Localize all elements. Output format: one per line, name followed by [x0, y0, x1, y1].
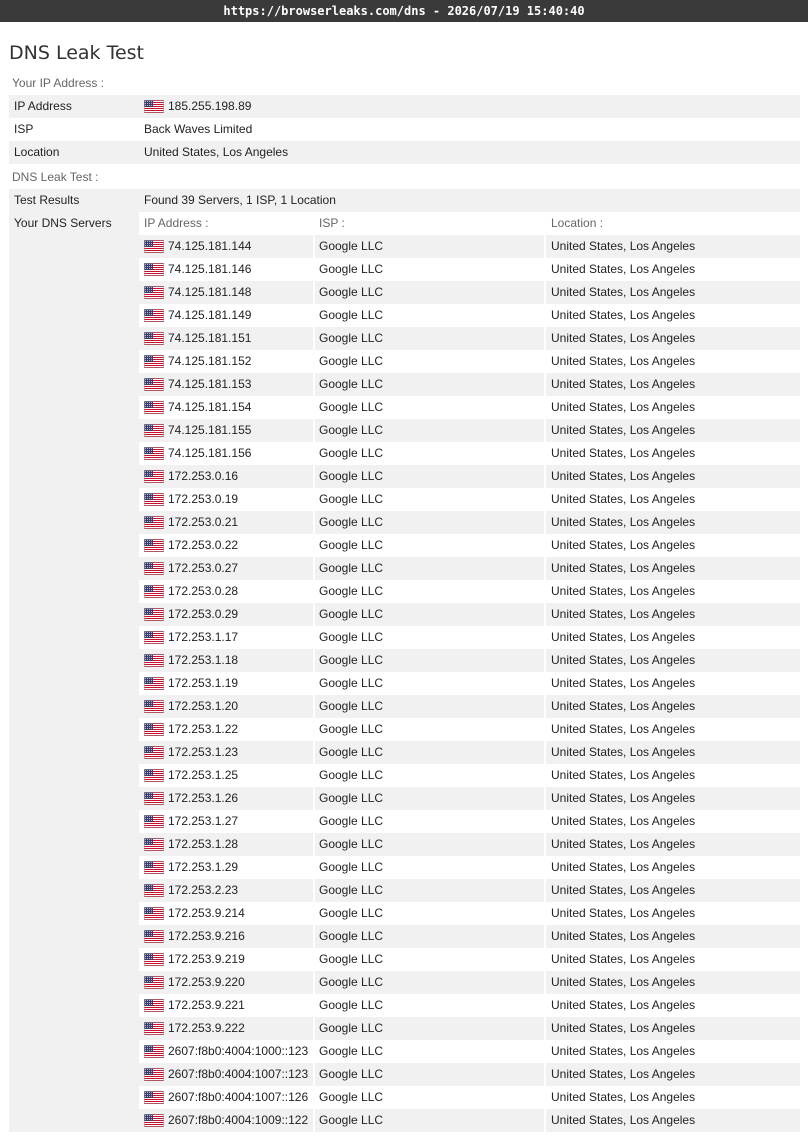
- dns-isp-cell: Google LLC: [315, 442, 546, 465]
- dns-isp-cell: Google LLC: [315, 235, 546, 258]
- us-flag-icon: [144, 1045, 164, 1058]
- us-flag-icon: [144, 861, 164, 874]
- dns-ip-cell: [139, 258, 315, 281]
- dns-isp-cell: Google LLC: [315, 1017, 546, 1040]
- table-row: [139, 258, 800, 281]
- dns-isp-cell: Google LLC: [315, 672, 546, 695]
- dns-ip-cell: [139, 994, 315, 1017]
- dns-isp-cell: Google LLC: [315, 281, 546, 304]
- dns-ip-text: 172.253.1.20: [168, 699, 239, 713]
- dns-location-cell: United States, Los Angeles: [546, 373, 800, 396]
- us-flag-icon: [144, 516, 164, 529]
- dns-ip-text: 2607:f8b0:4004:1007::126: [168, 1090, 309, 1104]
- dns-ip-cell: [139, 971, 315, 994]
- dns-ip-text: 172.253.0.16: [168, 469, 239, 483]
- table-row: [139, 948, 800, 971]
- us-flag-icon: [144, 263, 164, 276]
- dns-ip-text: 172.253.0.19: [168, 492, 239, 506]
- dns-servers-section: [9, 212, 800, 1132]
- table-row: [139, 649, 800, 672]
- us-flag-icon: [144, 838, 164, 851]
- dns-ip-cell: [139, 557, 315, 580]
- ip-address-text: 185.255.198.89: [168, 99, 252, 113]
- dns-ip-cell: [139, 580, 315, 603]
- dns-isp-cell: Google LLC: [315, 580, 546, 603]
- dns-ip-text: 172.253.1.19: [168, 676, 239, 690]
- dns-ip-cell: [139, 856, 315, 879]
- dns-location-cell: United States, Los Angeles: [546, 948, 800, 971]
- us-flag-icon: [144, 493, 164, 506]
- dns-ip-text: 74.125.181.149: [168, 308, 252, 322]
- table-row: [139, 1063, 800, 1086]
- dns-location-cell: United States, Los Angeles: [546, 258, 800, 281]
- table-header: [139, 212, 800, 235]
- dns-isp-cell: Google LLC: [315, 603, 546, 626]
- us-flag-icon: [144, 286, 164, 299]
- dns-ip-text: 2607:f8b0:4004:1009::122: [168, 1113, 309, 1127]
- us-flag-icon: [144, 100, 164, 113]
- table-row: [139, 925, 800, 948]
- table-row: [139, 396, 800, 419]
- dns-ip-text: 172.253.9.222: [168, 1021, 245, 1035]
- dns-ip-cell: [139, 764, 315, 787]
- us-flag-icon: [144, 631, 164, 644]
- dns-ip-cell: [139, 718, 315, 741]
- dns-ip-cell: [139, 534, 315, 557]
- dns-ip-text: 74.125.181.144: [168, 239, 252, 253]
- dns-location-cell: United States, Los Angeles: [546, 235, 800, 258]
- dns-location-cell: United States, Los Angeles: [546, 511, 800, 534]
- table-row: [139, 557, 800, 580]
- table-row: [139, 1017, 800, 1040]
- dns-isp-cell: Google LLC: [315, 1109, 546, 1132]
- table-row: [139, 833, 800, 856]
- us-flag-icon: [144, 1091, 164, 1104]
- us-flag-icon: [144, 539, 164, 552]
- test-results-label: Test Results: [9, 189, 139, 212]
- dns-location-cell: United States, Los Angeles: [546, 304, 800, 327]
- dns-location-cell: United States, Los Angeles: [546, 1017, 800, 1040]
- table-row: [139, 695, 800, 718]
- us-flag-icon: [144, 700, 164, 713]
- table-row: [139, 488, 800, 511]
- us-flag-icon: [144, 1022, 164, 1035]
- url-bar: https://browserleaks.com/dns - 2026/07/19 15:40:40: [0, 0, 808, 22]
- isp-value: Back Waves Limited: [139, 118, 800, 141]
- dns-ip-cell: [139, 488, 315, 511]
- table-row: [139, 534, 800, 557]
- us-flag-icon: [144, 1114, 164, 1127]
- us-flag-icon: [144, 930, 164, 943]
- dns-servers-label: Your DNS Servers: [14, 216, 112, 230]
- dns-ip-text: 172.253.1.28: [168, 837, 239, 851]
- us-flag-icon: [144, 723, 164, 736]
- dns-location-cell: United States, Los Angeles: [546, 902, 800, 925]
- table-row: [139, 281, 800, 304]
- dns-location-cell: United States, Los Angeles: [546, 396, 800, 419]
- dns-isp-cell: Google LLC: [315, 396, 546, 419]
- table-row: [139, 304, 800, 327]
- dns-servers-table: [139, 212, 800, 1132]
- ip-address-label: IP Address: [9, 95, 139, 118]
- dns-isp-cell: Google LLC: [315, 1063, 546, 1086]
- dns-section-heading: DNS Leak Test :: [12, 170, 99, 184]
- dns-ip-text: 172.253.1.18: [168, 653, 239, 667]
- dns-ip-cell: [139, 948, 315, 971]
- us-flag-icon: [144, 608, 164, 621]
- dns-isp-cell: Google LLC: [315, 488, 546, 511]
- table-row: [139, 603, 800, 626]
- dns-location-cell: United States, Los Angeles: [546, 350, 800, 373]
- dns-location-cell: United States, Los Angeles: [546, 557, 800, 580]
- dns-location-cell: United States, Los Angeles: [546, 488, 800, 511]
- dns-ip-text: 172.253.9.220: [168, 975, 245, 989]
- dns-isp-cell: Google LLC: [315, 902, 546, 925]
- us-flag-icon: [144, 976, 164, 989]
- dns-isp-cell: Google LLC: [315, 856, 546, 879]
- dns-ip-text: 172.253.9.221: [168, 998, 245, 1012]
- dns-ip-cell: [139, 1109, 315, 1132]
- dns-ip-cell: [139, 350, 315, 373]
- us-flag-icon: [144, 884, 164, 897]
- dns-isp-cell: Google LLC: [315, 787, 546, 810]
- us-flag-icon: [144, 562, 164, 575]
- table-row: [139, 718, 800, 741]
- dns-isp-cell: Google LLC: [315, 534, 546, 557]
- dns-ip-text: 74.125.181.156: [168, 446, 252, 460]
- dns-location-cell: United States, Los Angeles: [546, 1063, 800, 1086]
- dns-ip-text: 172.253.1.26: [168, 791, 239, 805]
- dns-location-cell: United States, Los Angeles: [546, 327, 800, 350]
- us-flag-icon: [144, 309, 164, 322]
- us-flag-icon: [144, 769, 164, 782]
- isp-label: ISP: [9, 118, 139, 141]
- dns-ip-text: 172.253.0.22: [168, 538, 239, 552]
- location-label: Location: [9, 141, 139, 164]
- dns-ip-cell: [139, 879, 315, 902]
- dns-location-cell: United States, Los Angeles: [546, 925, 800, 948]
- dns-ip-text: 172.253.9.214: [168, 906, 245, 920]
- dns-location-cell: United States, Los Angeles: [546, 810, 800, 833]
- dns-ip-cell: [139, 810, 315, 833]
- test-results-row: [0, 189, 808, 212]
- dns-ip-cell: [139, 465, 315, 488]
- column-header-ip: IP Address :: [139, 212, 315, 235]
- us-flag-icon: [144, 1068, 164, 1081]
- dns-location-cell: United States, Los Angeles: [546, 465, 800, 488]
- dns-ip-text: 2607:f8b0:4004:1007::123: [168, 1067, 309, 1081]
- table-row: [139, 1040, 800, 1063]
- dns-location-cell: United States, Los Angeles: [546, 971, 800, 994]
- table-row: [139, 373, 800, 396]
- dns-location-cell: United States, Los Angeles: [546, 856, 800, 879]
- table-row: [139, 235, 800, 258]
- dns-ip-cell: [139, 925, 315, 948]
- us-flag-icon: [144, 332, 164, 345]
- us-flag-icon: [144, 907, 164, 920]
- dns-location-cell: United States, Los Angeles: [546, 833, 800, 856]
- us-flag-icon: [144, 953, 164, 966]
- dns-ip-cell: [139, 1086, 315, 1109]
- dns-ip-cell: [139, 741, 315, 764]
- dns-ip-cell: [139, 419, 315, 442]
- dns-ip-text: 172.253.0.27: [168, 561, 239, 575]
- dns-isp-cell: Google LLC: [315, 948, 546, 971]
- us-flag-icon: [144, 447, 164, 460]
- dns-isp-cell: Google LLC: [315, 695, 546, 718]
- dns-ip-text: 74.125.181.154: [168, 400, 252, 414]
- dns-ip-cell: [139, 649, 315, 672]
- dns-isp-cell: Google LLC: [315, 304, 546, 327]
- us-flag-icon: [144, 401, 164, 414]
- dns-location-cell: United States, Los Angeles: [546, 1086, 800, 1109]
- dns-location-cell: United States, Los Angeles: [546, 1040, 800, 1063]
- table-row: [139, 327, 800, 350]
- dns-isp-cell: Google LLC: [315, 373, 546, 396]
- dns-ip-text: 172.253.1.27: [168, 814, 239, 828]
- us-flag-icon: [144, 585, 164, 598]
- dns-ip-cell: [139, 1063, 315, 1086]
- dns-ip-cell: [139, 603, 315, 626]
- dns-ip-cell: [139, 327, 315, 350]
- dns-servers-label-cell: [9, 212, 139, 1132]
- dns-isp-cell: Google LLC: [315, 350, 546, 373]
- dns-isp-cell: Google LLC: [315, 810, 546, 833]
- location-row: [0, 141, 808, 164]
- column-header-location: Location :: [546, 212, 800, 235]
- us-flag-icon: [144, 746, 164, 759]
- table-row: [139, 419, 800, 442]
- dns-location-cell: United States, Los Angeles: [546, 741, 800, 764]
- dns-ip-text: 74.125.181.148: [168, 285, 252, 299]
- dns-location-cell: United States, Los Angeles: [546, 718, 800, 741]
- table-row: [139, 994, 800, 1017]
- dns-isp-cell: Google LLC: [315, 833, 546, 856]
- dns-ip-text: 74.125.181.151: [168, 331, 252, 345]
- dns-isp-cell: Google LLC: [315, 258, 546, 281]
- dns-location-cell: United States, Los Angeles: [546, 1109, 800, 1132]
- dns-ip-text: 172.253.2.23: [168, 883, 239, 897]
- dns-isp-cell: Google LLC: [315, 327, 546, 350]
- location-value: United States, Los Angeles: [139, 141, 800, 164]
- dns-isp-cell: Google LLC: [315, 465, 546, 488]
- dns-location-cell: United States, Los Angeles: [546, 695, 800, 718]
- table-row: [139, 350, 800, 373]
- dns-ip-cell: [139, 281, 315, 304]
- dns-isp-cell: Google LLC: [315, 971, 546, 994]
- dns-isp-cell: Google LLC: [315, 994, 546, 1017]
- dns-location-cell: United States, Los Angeles: [546, 419, 800, 442]
- ip-address-value: [139, 95, 800, 118]
- table-row: [139, 971, 800, 994]
- table-row: [139, 902, 800, 925]
- dns-ip-text: 74.125.181.152: [168, 354, 252, 368]
- dns-ip-text: 74.125.181.153: [168, 377, 252, 391]
- dns-ip-text: 172.253.0.28: [168, 584, 239, 598]
- us-flag-icon: [144, 677, 164, 690]
- table-row: [139, 856, 800, 879]
- dns-ip-cell: [139, 902, 315, 925]
- dns-location-cell: United States, Los Angeles: [546, 879, 800, 902]
- dns-isp-cell: Google LLC: [315, 626, 546, 649]
- dns-isp-cell: Google LLC: [315, 649, 546, 672]
- dns-ip-cell: [139, 304, 315, 327]
- dns-ip-text: 172.253.9.219: [168, 952, 245, 966]
- dns-ip-cell: [139, 833, 315, 856]
- dns-ip-cell: [139, 442, 315, 465]
- us-flag-icon: [144, 470, 164, 483]
- test-results-value: Found 39 Servers, 1 ISP, 1 Location: [139, 189, 800, 212]
- dns-location-cell: United States, Los Angeles: [546, 649, 800, 672]
- dns-location-cell: United States, Los Angeles: [546, 580, 800, 603]
- dns-isp-cell: Google LLC: [315, 419, 546, 442]
- table-row: [139, 741, 800, 764]
- dns-isp-cell: Google LLC: [315, 925, 546, 948]
- table-row: [139, 787, 800, 810]
- us-flag-icon: [144, 815, 164, 828]
- table-row: [139, 442, 800, 465]
- isp-row: [0, 118, 808, 141]
- dns-ip-text: 172.253.9.216: [168, 929, 245, 943]
- table-row: [139, 879, 800, 902]
- dns-ip-text: 74.125.181.155: [168, 423, 252, 437]
- table-row: [139, 1109, 800, 1132]
- dns-ip-cell: [139, 695, 315, 718]
- dns-location-cell: United States, Los Angeles: [546, 534, 800, 557]
- dns-location-cell: United States, Los Angeles: [546, 626, 800, 649]
- us-flag-icon: [144, 999, 164, 1012]
- dns-isp-cell: Google LLC: [315, 1040, 546, 1063]
- dns-location-cell: United States, Los Angeles: [546, 787, 800, 810]
- ip-address-row: [0, 95, 808, 118]
- us-flag-icon: [144, 355, 164, 368]
- dns-ip-cell: [139, 511, 315, 534]
- dns-ip-text: 172.253.1.23: [168, 745, 239, 759]
- dns-ip-cell: [139, 1017, 315, 1040]
- table-row: [139, 1086, 800, 1109]
- dns-ip-text: 172.253.1.25: [168, 768, 239, 782]
- us-flag-icon: [144, 378, 164, 391]
- dns-location-cell: United States, Los Angeles: [546, 994, 800, 1017]
- dns-isp-cell: Google LLC: [315, 1086, 546, 1109]
- dns-ip-text: 2607:f8b0:4004:1000::123: [168, 1044, 309, 1058]
- dns-ip-text: 172.253.1.22: [168, 722, 239, 736]
- dns-location-cell: United States, Los Angeles: [546, 281, 800, 304]
- dns-ip-cell: [139, 396, 315, 419]
- dns-ip-cell: [139, 373, 315, 396]
- dns-isp-cell: Google LLC: [315, 764, 546, 787]
- table-row: [139, 626, 800, 649]
- dns-isp-cell: Google LLC: [315, 511, 546, 534]
- dns-ip-cell: [139, 1040, 315, 1063]
- column-header-isp: ISP :: [315, 212, 546, 235]
- us-flag-icon: [144, 240, 164, 253]
- table-row: [139, 511, 800, 534]
- dns-ip-cell: [139, 672, 315, 695]
- dns-location-cell: United States, Los Angeles: [546, 764, 800, 787]
- ip-section-heading: Your IP Address :: [12, 76, 105, 90]
- dns-ip-text: 172.253.0.21: [168, 515, 239, 529]
- dns-location-cell: United States, Los Angeles: [546, 442, 800, 465]
- us-flag-icon: [144, 424, 164, 437]
- dns-location-cell: United States, Los Angeles: [546, 672, 800, 695]
- dns-isp-cell: Google LLC: [315, 879, 546, 902]
- page-title: DNS Leak Test: [9, 42, 144, 64]
- dns-ip-cell: [139, 235, 315, 258]
- dns-ip-text: 172.253.0.29: [168, 607, 239, 621]
- table-row: [139, 465, 800, 488]
- dns-ip-text: 74.125.181.146: [168, 262, 252, 276]
- table-row: [139, 810, 800, 833]
- table-row: [139, 580, 800, 603]
- dns-ip-text: 172.253.1.29: [168, 860, 239, 874]
- dns-isp-cell: Google LLC: [315, 741, 546, 764]
- dns-isp-cell: Google LLC: [315, 718, 546, 741]
- dns-isp-cell: Google LLC: [315, 557, 546, 580]
- dns-location-cell: United States, Los Angeles: [546, 603, 800, 626]
- us-flag-icon: [144, 654, 164, 667]
- dns-ip-text: 172.253.1.17: [168, 630, 239, 644]
- table-row: [139, 672, 800, 695]
- table-row: [139, 764, 800, 787]
- dns-ip-cell: [139, 626, 315, 649]
- dns-rows: [139, 235, 800, 1132]
- us-flag-icon: [144, 792, 164, 805]
- dns-ip-cell: [139, 787, 315, 810]
